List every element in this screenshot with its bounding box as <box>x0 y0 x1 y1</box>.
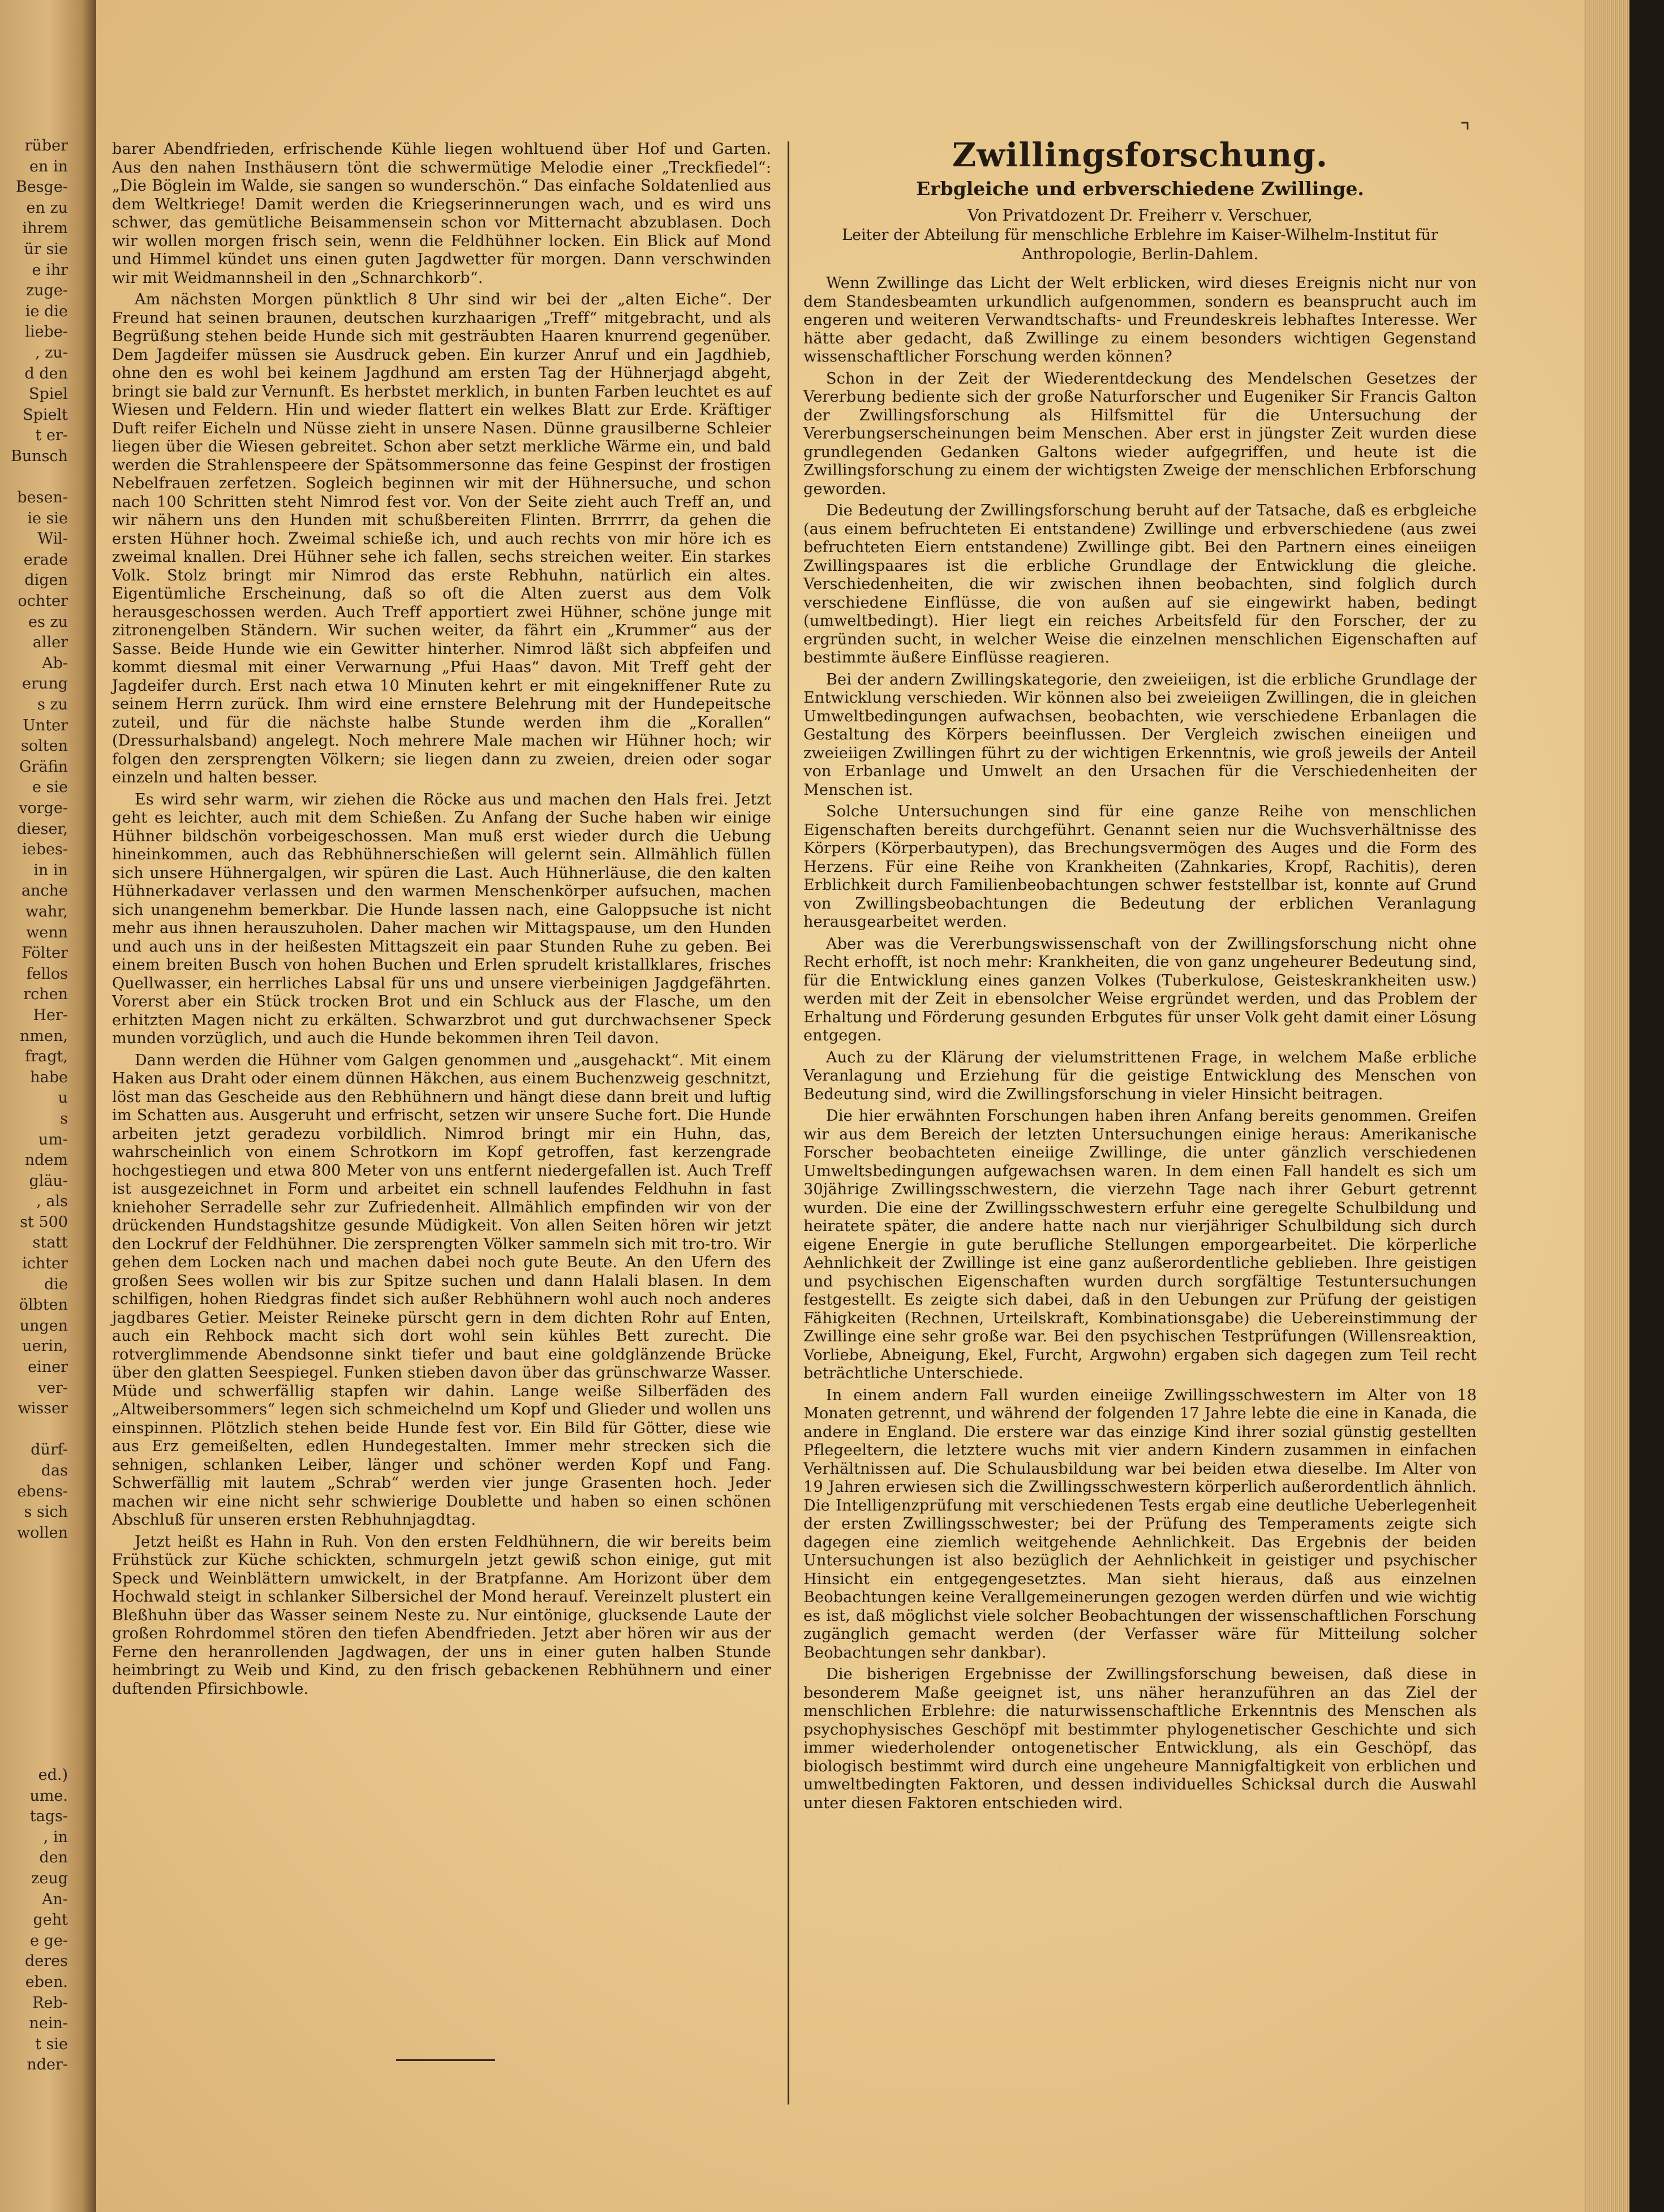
gutter-text-lower <box>0 1765 85 2076</box>
paragraph: Die hier erwähnten Forschungen haben ihren Anfang bereits genommen. Greifen wir aus dem Bereich der letzten Untersuchungen einige heraus: Amerikanische Forscher beobachteten eineiige Zwillinge, die unter gänzlich verschiedenen Umweltsbedingungen aufgewachsen waren. In dem einen Fall handelt es sich um 30jährige Zwillingsschwestern, die vierzehn Tage nach ihrer Geburt getrennt wurden. Die eine der Zwillingsschwestern erfuhr eine geregelte Schulbildung und heiratete später, die andere hatte nach nur vierjähriger Schulbildung sich durch eigene Energie in gute berufliche Stellungen emporgearbeitet. Die körperliche Aehnlichkeit der Zwillinge ist eine ganz außerordentliche geblieben. Ihre geistigen und psychischen Eigenschaften wurden durch sorgfältige Testuntersuchungen festgestellt. Es zeigte sich dabei, daß in den Uebungen zur Prüfung der geistigen Fähigkeiten (Rechnen, Urteilskraft, Kombinationsgabe) die Uebereinstimmung der Zwillinge eine sehr große war. Bei den psychischen Testprüfungen (Willensreaktion, Vorliebe, Abneigung, Ekel, Furcht, Argwohn) ergaben sich dagegen zum Teil recht beträchtliche Unterschiede. <box>803 1107 1477 1382</box>
gutter-line: Her- <box>33 1006 68 1024</box>
gutter-line: Besge- <box>15 178 68 196</box>
article-byline: Von Privatdozent Dr. Freiherr v. Verschuer, <box>968 206 1313 225</box>
gutter-line: dieser, <box>16 820 68 838</box>
gutter-line: Wil- <box>37 530 68 548</box>
paragraph: Schon in der Zeit der Wiederentdeckung des Mendelschen Gesetzes der Vererbung bediente sich der große Naturforscher und Eugeniker Sir Francis Galton der Zwillingsforschung als Hilfsmittel für die Untersuchung der Vererbungserscheinungen beim Menschen. Aber erst in jüngster Zeit wurden diese grundlegenden Gedanken Galtons wieder aufgegriffen, und heute ist die Zwillingsforschung zu einem der wichtigsten Zweige der menschlichen Erbforschung geworden. <box>803 369 1477 498</box>
end-rule <box>396 2059 495 2061</box>
gutter-line: ebens- <box>17 1482 68 1500</box>
article-title: Zwillingsforschung. <box>952 136 1328 174</box>
gutter-line: ichter <box>22 1255 68 1273</box>
gutter-line: anche <box>22 882 68 900</box>
gutter-line: , zu- <box>35 343 68 362</box>
gutter-line: Ab- <box>42 654 68 672</box>
paragraph: Wenn Zwillinge das Licht der Welt erblicken, wird dieses Ereignis nicht nur von dem Standesbeamten urkundlich aufgenommen, sondern es beansprucht auch im engeren und weiteren Verwandtschafts- und Freundeskreis lebhaftes Interesse. Wer hätte aber gedacht, daß Zwillinge zu einem besonders wichtigen Gegenstand wissenschaftlicher Forschung werden können? <box>803 274 1477 365</box>
gutter-line: wisser <box>18 1400 68 1418</box>
paragraph: Aber was die Vererbungswissenschaft von der Zwillingsforschung nicht ohne Recht erhofft, ist noch mehr: Krankheiten, die von ganz ungeheurer Bedeutung sind, für die Entwicklung eines ganzen Volkes (Tuberkulose, Geisteskrankheiten usw.) werden mit der Zeit in ebensolcher Weise ergründet werden, und das Problem der Erhaltung und Förderung gesunden Erbgutes für unser Volk geht damit einer Lösung entgegen. <box>803 935 1477 1044</box>
gutter-line: es zu <box>28 613 68 631</box>
gutter-line: ochter <box>18 592 68 610</box>
gutter-line: u <box>58 1089 68 1107</box>
left-column-hunting-story <box>112 140 771 1698</box>
gutter-line: wahr, <box>25 902 68 920</box>
gutter-line: zuge- <box>26 282 68 300</box>
paragraph: Solche Untersuchungen sind für eine ganze Reihe von menschlichen Eigenschaften bereits durchgeführt. Genannt seien nur die Wuchsverhältnisse des Körpers (Körperbautypen), das Brechungsvermögen des Auges und die Form des Herzens. Für eine Reihe von Krankheiten (Zahnkaries, Kropf, Rachitis), deren Erblichkeit durch Familienbeobachtungen schwer feststellbar ist, konnte auf Grund von Zwillingsbeobachtungen die Bedeutung der erblichen Veranlagung herausgearbeitet werden. <box>803 803 1477 931</box>
gutter-line: fragt, <box>25 1048 68 1066</box>
gutter-line: ndem <box>24 1151 68 1169</box>
gutter-line: wollen <box>16 1524 68 1542</box>
gutter-line: s sich <box>24 1503 68 1521</box>
gutter-line: ihrem <box>22 220 68 238</box>
gutter-line: en in <box>29 157 68 175</box>
gutter-line: rchen <box>23 985 68 1004</box>
gutter-line: s <box>60 1109 68 1127</box>
gutter-line: fellos <box>26 965 68 983</box>
gutter-line: ür sie <box>24 240 68 258</box>
paragraph: barer Abendfrieden, erfrischende Kühle liegen wohltuend über Hof und Garten. Aus den nahen Insthäusern tönt die schwermütige Melodie einer „Treckfiedel“: „Die Böglein im Walde, sie sangen so wunderschön.“ Das einfache Soldatenlied aus dem Weltkriege! Damit werden die Kriegserinnerungen wach, und es wird uns schwer, das gemütliche Beisammensein schon vor Mitternacht abzublasen. Doch wir wollen morgen frisch sein, wenn die Feldhühner locken. Ein Blick auf Mond und Himmel kündet uns einen guten Jagdwetter für morgen. Dann verschwinden wir mit Weidmannsheil in den „Schnarchkorb“. <box>112 140 771 287</box>
gutter-line: , in <box>43 1828 68 1846</box>
right-column-article <box>803 136 1477 1813</box>
gutter-line: das <box>41 1462 68 1479</box>
gutter-line: gläu- <box>29 1172 68 1190</box>
gutter-line: st 500 <box>20 1213 68 1231</box>
gutter-line: s zu <box>37 696 68 714</box>
paragraph: Auch zu der Klärung der vielumstrittenen Frage, in welchem Maße erbliche Veranlagung und Erziehung für die geistige Entwicklung des Menschen von Bedeutung sind, wird die Zwillingsforschung in vieler Hinsicht beitragen. <box>803 1048 1477 1103</box>
paragraph: Dann werden die Hühner vom Galgen genommen und „ausgehackt“. Mit einem Haken aus Draht oder einem dünnen Häkchen, aus einem Buchenzweig geschnitzt, löst man das Gescheide aus den Rebhühnern und hängt diese dann breit und luftig im Schatten aus. Ausgeruht und erfrischt, setzen wir unsere Suche fort. Die Hunde arbeiten jetzt geradezu vorbildlich. Nimrod bringt mir ein Huhn, das, wahrscheinlich von einem Schrotkorn im Kopf getroffen, fast kerzengrade hochgestiegen und etwa 800 Meter von uns entfernt niedergefallen ist. Auch Treff ist ausgezeichnet in Form und arbeitet ein schnell laufendes Feldhuhn in fast kniehoher Serradelle sehr zur Zufriedenheit. Allmählich empfinden wir von der drückenden Hundstagshitze gesunde Müdigkeit. Von allen Seiten hören wir jetzt den Lockruf der Feldhühner. Die zersprengten Völker sammeln sich mit tro-tro. Wir gehen dem Locken nach und machen dabei noch gute Beute. An den Ufern des großen Sees wollen wir bis zur Spitze suchen und dann Halali blasen. In dem schilfigen, hohen Riedgras findet sich außer Rebhühnern wohl auch noch anderes jagdbares Getier. Meister Reineke pürscht gern in dem dichten Rohr auf Enten, auch ein Rehbock macht sich dort wohl sein kühles Bett zurecht. Die rotverglimmende Abendsonne sinkt tiefer und baut eine goldglänzende Brücke über den glatten Seespiegel. Funken stieben davon über das grünschwarze Wasser. Müde und schwerfällig stapfen wir dahin. Lange weiße Silberfäden des „Altweibersommers“ legen sich schmeichelnd um Kopf und Glieder und wollen uns einspinnen. Plötzlich stehen beide Hunde fest vor. Ein Bild für Götter, diese wie aus Erz gemeißelten, edlen Hundegestalten. Immer mehr strecken sich die sehnigen, schlanken Leiber, länger und schöner werden Kopf und Fang. Schwerfällig mit lautem „Schrab“ werden vier junge Grasenten hoch. Jeder machen wir eine nicht sehr schwierige Doublette und haben so einen schönen Abschluß für unseren ersten Rebhuhnjagdtag. <box>112 1051 771 1529</box>
gutter-line: An- <box>41 1890 68 1908</box>
gutter-line: den <box>39 1849 68 1867</box>
gutter-line: zeug <box>31 1869 68 1887</box>
gutter-line <box>0 1419 85 1440</box>
gutter-line: iebes- <box>22 841 68 859</box>
paragraph: Die bisherigen Ergebnisse der Zwillingsforschung beweisen, daß diese in besonderem Maße geeignet ist, uns näher heranzuführen an das Ziel der menschlichen Erblehre: die naturwissenschaftliche Erkenntnis des Menschen als psychophysisches Geschöpf mit bestimmter phylogenetischer Geschichte und sich immer wiederholender ontogenetischer Entwicklung, als ein Geschöpf, das biologisch bestimmt wird durch eine ungeheure Mannigfaltigkeit von erblichen und umweltbedingten Faktoren, und dessen individuelles Schicksal durch die Auswahl unter diesen Faktoren entschieden wird. <box>803 1666 1477 1812</box>
gutter-line: tags- <box>29 1808 68 1826</box>
gutter-line: Gräfin <box>19 758 68 776</box>
gutter-line: Unter <box>23 716 68 734</box>
gutter-line: ver- <box>37 1379 68 1397</box>
book-binding <box>1629 0 1664 2212</box>
gutter-line <box>0 467 85 488</box>
gutter-line: ume. <box>29 1787 68 1805</box>
gutter-line: um- <box>38 1130 68 1148</box>
gutter-line: en zu <box>26 199 68 217</box>
gutter-line: habe <box>30 1068 68 1086</box>
gutter-line: Spielt <box>23 406 68 424</box>
gutter-line: e ge- <box>30 1931 68 1950</box>
gutter-line: Fölter <box>22 944 68 962</box>
gutter-line: Reb- <box>32 1994 68 2012</box>
gutter-line: aller <box>32 634 68 652</box>
gutter-line: ed.) <box>38 1766 68 1784</box>
gutter-line: erung <box>22 675 68 693</box>
article-subtitle: Erbgleiche und erbverschiedene Zwillinge. <box>916 178 1364 200</box>
gutter-line: rüber <box>24 137 68 154</box>
gutter-line: in in <box>33 861 68 879</box>
gutter-line: t er- <box>35 427 68 445</box>
gutter-line: e ihr <box>32 261 68 279</box>
gutter-line: digen <box>24 571 68 589</box>
gutter-line: ie die <box>25 302 68 320</box>
gutter-line: dürf- <box>31 1441 68 1459</box>
gutter-line: , als <box>36 1193 68 1211</box>
gutter-line: wenn <box>26 923 68 941</box>
gutter-line: t sie <box>35 2035 68 2053</box>
gutter-line: besen- <box>17 489 68 507</box>
gutter-line: eben. <box>25 1973 68 1991</box>
gutter-line: e sie <box>32 778 68 797</box>
gutter-line: vorge- <box>19 799 68 817</box>
gutter-line: ölbten <box>19 1296 68 1314</box>
paragraph: Bei der andern Zwillingskategorie, den zweieiigen, ist die erbliche Grundlage der Entwicklung verschieden. Wir können also bei zweieiigen Zwillingen, die in gleichen Umweltbedingungen aufwachsen, beobachten, wie verschiedene Erbanlagen die Gestaltung des Körpers beeinflussen. Der Vergleich zwischen eineiigen und zweieiigen Zwillingen führt zu der wichtigen Erkenntnis, wie groß jeweils der Anteil von Erbanlage und Umwelt an den Ursachen für die Verschiedenheiten der Menschen ist. <box>803 670 1477 799</box>
gutter-text-upper <box>0 136 85 1543</box>
corner-mark: ⌝ <box>1460 119 1470 145</box>
gutter-line: statt <box>32 1234 68 1252</box>
gutter-line: d den <box>24 364 68 382</box>
paragraph: Die Bedeutung der Zwillingsforschung beruht auf der Tatsache, daß es erbgleiche (aus einem befruchteten Ei entstandene) Zwillinge und erbverschiedene (aus zwei befruchteten Eiern entstandene) Zwillinge gibt. Bei den Partnern eines eineiigen Zwillingspaares ist die erbliche Grundlage der Entwicklung die gleiche. Verschiedenheiten, die wir zwischen ihnen beobachten, sind folglich durch verschiedene Einflüsse, die von außen auf sie eingewirkt haben, bedingt (umweltbedingt). Hier liegt ein reiches Arbeitsfeld für den Forscher, der zu ergründen sucht, in welcher Weise die einzelnen menschlichen Eigenschaften auf bestimmte äußere Einflüsse reagieren. <box>803 502 1477 666</box>
gutter-line: nmen, <box>20 1027 68 1045</box>
gutter-line: Bunsch <box>11 447 68 465</box>
gutter-line: liebe- <box>25 323 68 341</box>
gutter-line: Spiel <box>28 385 68 403</box>
paragraph: In einem andern Fall wurden eineiige Zwillingsschwestern im Alter von 18 Monaten getrennt, und während der folgenden 17 Jahre lebte die eine in Kanada, die andere in England. Die erstere war das einzige Kind ihrer sozial günstig gestellten Pflegeeltern, die letztere wuchs mit vier andern Kindern zusammen in einfachen Verhältnissen auf. Die Schulausbildung war bei beiden etwa dieselbe. Im Alter von 19 Jahren erwiesen sich die Zwillingsschwestern körperlich außerordentlich ähnlich. Die Intelligenzprüfung mit verschiedenen Tests ergab eine deutliche Ueberlegenheit der ersten Zwillingsschwester; bei der Prüfung des Temperaments zeigte sich dagegen eine ziemlich weitgehende Aehnlichkeit. Das Ergebnis der beiden Untersuchungen ist also bezüglich der Aehnlichkeit in geistiger und psychischer Hinsicht ein entgegengesetztes. Man sieht hieraus, daß aus einzelnen Beobachtungen keine Verallgemeinerungen gezogen werden dürfen und wie wichtig es ist, daß möglichst viele solcher Beobachtungen der wissenschaftlichen Forschung zugänglich gemacht werden (der Verfasser wäre für Mitteilung solcher Beobachtungen sehr dankbar). <box>803 1386 1477 1662</box>
paragraph: Jetzt heißt es Hahn in Ruh. Von den ersten Feldhühnern, die wir bereits beim Frühstück zur Küche schickten, schmurgeln jetzt gewiß schon einige, gut mit Speck und Weinblättern umwickelt, in der Bratpfanne. Am Horizont über dem Hochwald steigt in schlanker Silbersichel der Mond herauf. Vereinzelt plustert ein Bleßhuhn über das Wasser seinem Neste zu. Nur eintönige, glucksende Laute der großen Rohrdommel stören den tiefen Abendfrieden. Jetzt aber hören wir aus der Ferne den heranrollenden Jagdwagen, der uns in einer guten halben Stunde heimbringt zu Weib und Kind, zu den frisch gebackenen Rebhühnern und einer duftenden Pfirsichbowle. <box>112 1533 771 1698</box>
gutter-line: solten <box>21 737 68 755</box>
article-author-affiliation: Leiter der Abteilung für menschliche Erblehre im Kaiser-Wilhelm-Institut für Anthropologie, Berlin-Dahlem. <box>842 226 1438 263</box>
paragraph: Am nächsten Morgen pünktlich 8 Uhr sind wir bei der „alten Eiche“. Der Freund hat seinen braunen, deutschen kurzhaarigen „Treff“ mitgebracht, und als Begrüßung stehen beide Hunde sich mit gesträubten Haaren knurrend gegenüber. Dem Jagdeifer müssen sie Ausdruck geben. Ein kurzer Anruf und ein Jagdhieb, ohne den es wohl bei keinem Jagdhund am ersten Tag der Hühnerjagd abgeht, bringt sie bald zur Vernunft. Es herbstet merklich, in bunten Farben leuchtet es auf Wiesen und Feldern. Hin und wieder flattert ein welkes Blatt zur Erde. Kräftiger Duft reifer Eicheln und Nüsse zieht in unsere Nasen. Dünne grausilberne Schleier liegen über die Wiesen gebreitet. Schon aber setzt merkliche Wärme ein, und bald werden die Strahlenspeere der Spätsommersonne das feine Gespinst der frostigen Nebelfrauen zerfetzen. Sogleich beginnen wir mit der Hühnersuche, und schon nach 100 Schritten steht Nimrod fest vor. Von der Seite zieht auch Treff an, und wir nähern uns den Hunden mit schußbereiten Flinten. Brrrrrr, da gehen die ersten Hühner hoch. Zweimal schieße ich, und auch rechts von mir höre ich es zweimal knallen. Drei Hühner sehe ich fallen, sechs streichen weiter. Ein starkes Volk. Stolz bringt mir Nimrod das erste Rebhuhn, natürlich ein altes. Eigentümliche Erscheinung, daß so oft die Alten zuerst aus dem Volk herausgeschossen werden. Auch Treff apportiert zwei Hühner, schöne junge mit zitronengelben Ständern. Wir suchen weiter, da fährt ein „Krummer“ aus der Sasse. Beide Hunde wie ein Gewitter hinterher. Nimrod läßt sich abpfeifen und kommt diesmal mit einer Verwarnung „Pfui Haas“ davon. Mit Treff geht der Jagdeifer durch. Erst nach etwa 10 Minuten kehrt er mit eingekniffener Rute zu seinem Herrn zurück. Ihm wird eine ernstere Belehrung mit der Hundepeitsche zuteil, und für die nächste halbe Stunde werden ihm die „Korallen“ (Dressurhalsband) angelegt. Noch mehrere Male machen wir Hühner hoch; wir folgen den zersprengten Völkern; sie liegen dann zu zweien, dreien oder sogar einzeln und halten besser. <box>112 291 771 786</box>
gutter-line: geht <box>33 1911 68 1929</box>
gutter-line: ie sie <box>27 509 68 527</box>
gutter-line: uerin, <box>22 1337 68 1355</box>
paragraph: Es wird sehr warm, wir ziehen die Röcke aus und machen den Hals frei. Jetzt geht es leichter, auch mit dem Schießen. Zu Anfang der Suche haben wir einige Hühner bildschön vorbeigeschossen. Man muß erst wieder durch die Uebung hineinkommen, auch das Rebhühnerschießen will gelernt sein. Allmählich füllen sich unsere Hühnergalgen, wir spüren die Last. Auch Hühnerläuse, die den kalten Hühnerkadaver verlassen und den warmen Menschenkörper aufsuchen, machen sich unangenehm bemerkbar. Die Hunde lassen nach, eine Galoppsuche ist nicht mehr aus ihnen herauszuholen. Daher machen wir Mittagspause, um den Hunden und auch uns in der heißesten Mittagszeit ein paar Stunden Ruhe zu geben. Bei einem breiten Busch von hohen Buchen und Erlen sprudelt kristallklares, frisches Quellwasser, ein herrliches Labsal für uns und unsere vierbeinigen Jagdgefährten. Vorerst aber ein Stück trocken Brot und ein Schluck aus der Flasche, um den erhitzten Magen nicht zu erkälten. Schwarzbrot und gut durchwachsener Speck munden vorzüglich, und auch die Hunde bekommen ihren Teil davon. <box>112 790 771 1047</box>
gutter-line: erade <box>23 550 68 569</box>
previous-page-gutter <box>0 0 96 2212</box>
gutter-line: einer <box>28 1358 68 1376</box>
gutter-line: ungen <box>19 1316 68 1335</box>
gutter-line: die <box>44 1275 68 1293</box>
gutter-line: nein- <box>29 2015 68 2033</box>
column-divider <box>788 141 789 2105</box>
gutter-line: deres <box>24 1952 68 1970</box>
gutter-line: nder- <box>27 2056 68 2074</box>
